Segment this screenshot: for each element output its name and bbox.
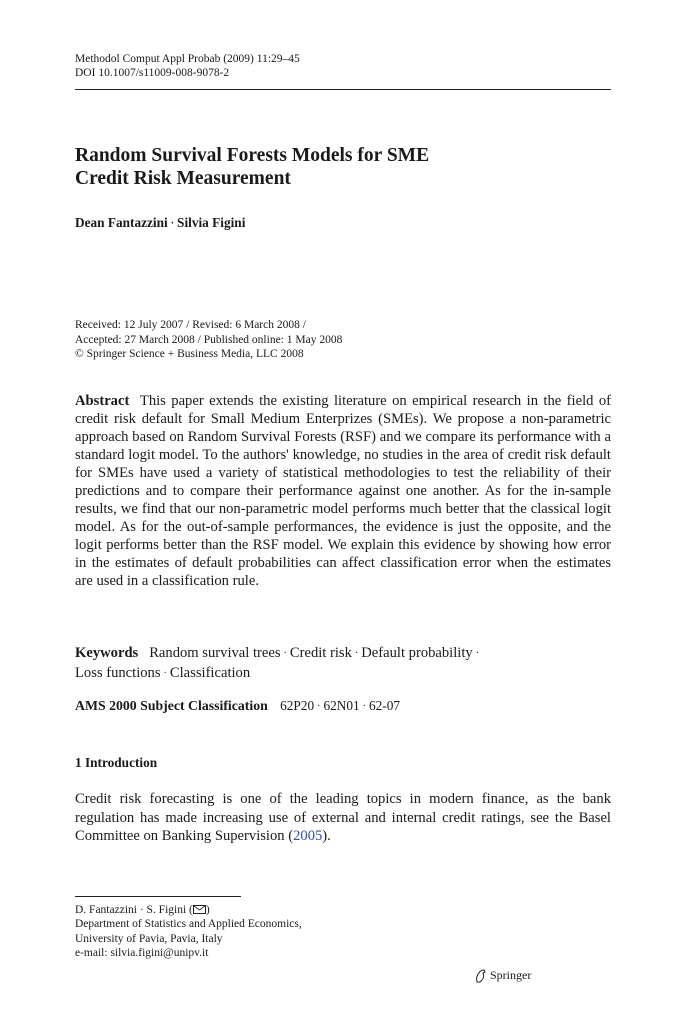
title-line-1: Random Survival Forests Models for SME	[75, 145, 430, 166]
keyword: Loss functions	[75, 664, 161, 681]
footnote-author-names: D. Fantazzini · S. Figini (	[75, 904, 193, 916]
author-name: Silvia Figini	[177, 215, 246, 230]
abstract-label: Abstract	[75, 393, 130, 409]
publisher-name: Springer	[490, 968, 532, 982]
abstract-text: This paper extends the existing literature on empirical research in the field of credit risk default for Small Medium Enterprizes (SMEs). We propose a non-parametric approach based on Random Survival Forests (RSF) and we compare its performance with a standard logit model. To the authors' knowledge, no studies in the area of credit risk default for SMEs have used a variety of statistical methodologies to test the reliability of their predictions and to compare their performance against one another. As for the in-sample results, we find that our non-parametric model performs much better that the classical logit model. As for the out-of-sample performances, the evidence is just the opposite, and the logit performs better than the RSF model. We explain this evidence by showing how error in the estimates of default probabilities can affect classification error when the estimates are used in a classification rule.	[75, 393, 611, 590]
doi: DOI 10.1007/s11009-008-9078-2	[75, 67, 230, 79]
ams-code: 62N01	[323, 698, 360, 713]
publisher-mark	[474, 968, 531, 983]
keyword-separator: ·	[163, 667, 167, 679]
ams-separator: ·	[317, 701, 321, 712]
section-heading: 1 Introduction	[75, 755, 158, 770]
dates-line: Received: 12 July 2007 / Revised: 6 March 2008 /	[75, 319, 306, 331]
author-list	[75, 215, 245, 231]
envelope-icon	[193, 905, 206, 914]
keyword: Default probability	[361, 645, 473, 661]
keyword-separator: ·	[283, 648, 287, 659]
keyword: Credit risk	[289, 645, 352, 661]
keywords-label: Keywords	[75, 645, 139, 661]
title-line-2: Credit Risk Measurement	[75, 168, 291, 189]
abstract	[75, 392, 611, 591]
paper-title	[75, 144, 611, 190]
introduction-paragraph	[75, 790, 611, 846]
keyword: Classification	[169, 664, 251, 681]
header-rule	[75, 89, 611, 90]
footnote-paren: )	[205, 904, 210, 916]
author-footnote	[75, 903, 302, 960]
journal-citation: Methodol Comput Appl Probab (2009) 11:29–45	[75, 53, 300, 65]
keyword: Random survival trees	[149, 645, 281, 661]
ams-classification	[75, 698, 400, 714]
author-name: Dean Fantazzini	[75, 215, 168, 230]
publication-dates	[75, 318, 342, 362]
footnote-authors	[75, 903, 302, 917]
keywords	[75, 644, 611, 683]
author-separator: ·	[170, 218, 175, 229]
ams-code: 62P20	[280, 698, 315, 713]
dates-line: Accepted: 27 March 2008 / Published online: 1 May 2008	[75, 333, 343, 346]
journal-header	[75, 52, 611, 80]
ams-code: 62-07	[369, 698, 401, 713]
footnote-affiliation: Department of Statistics and Applied Economics,	[75, 918, 302, 931]
intro-text: Credit risk forecasting is one of the leading topics in modern finance, as the bank regulation has made increasing use of external and internal credit ratings, see the Basel Committee on Banking Supervision (	[75, 791, 611, 844]
ams-separator: ·	[362, 701, 366, 712]
intro-text-end: ).	[322, 828, 331, 844]
keyword-separator: ·	[475, 648, 480, 659]
citation-link[interactable]: 2005	[293, 828, 323, 844]
copyright-line: © Springer Science + Business Media, LLC 2008	[75, 348, 304, 360]
ams-label: AMS 2000 Subject Classification	[75, 698, 268, 713]
footnote-university: University of Pavia, Pavia, Italy	[75, 932, 223, 945]
springer-horse-icon	[474, 969, 487, 983]
footnote-email: e-mail: silvia.figini@unipv.it	[75, 946, 209, 959]
footnote-rule	[75, 896, 241, 897]
keyword-separator: ·	[354, 648, 359, 659]
